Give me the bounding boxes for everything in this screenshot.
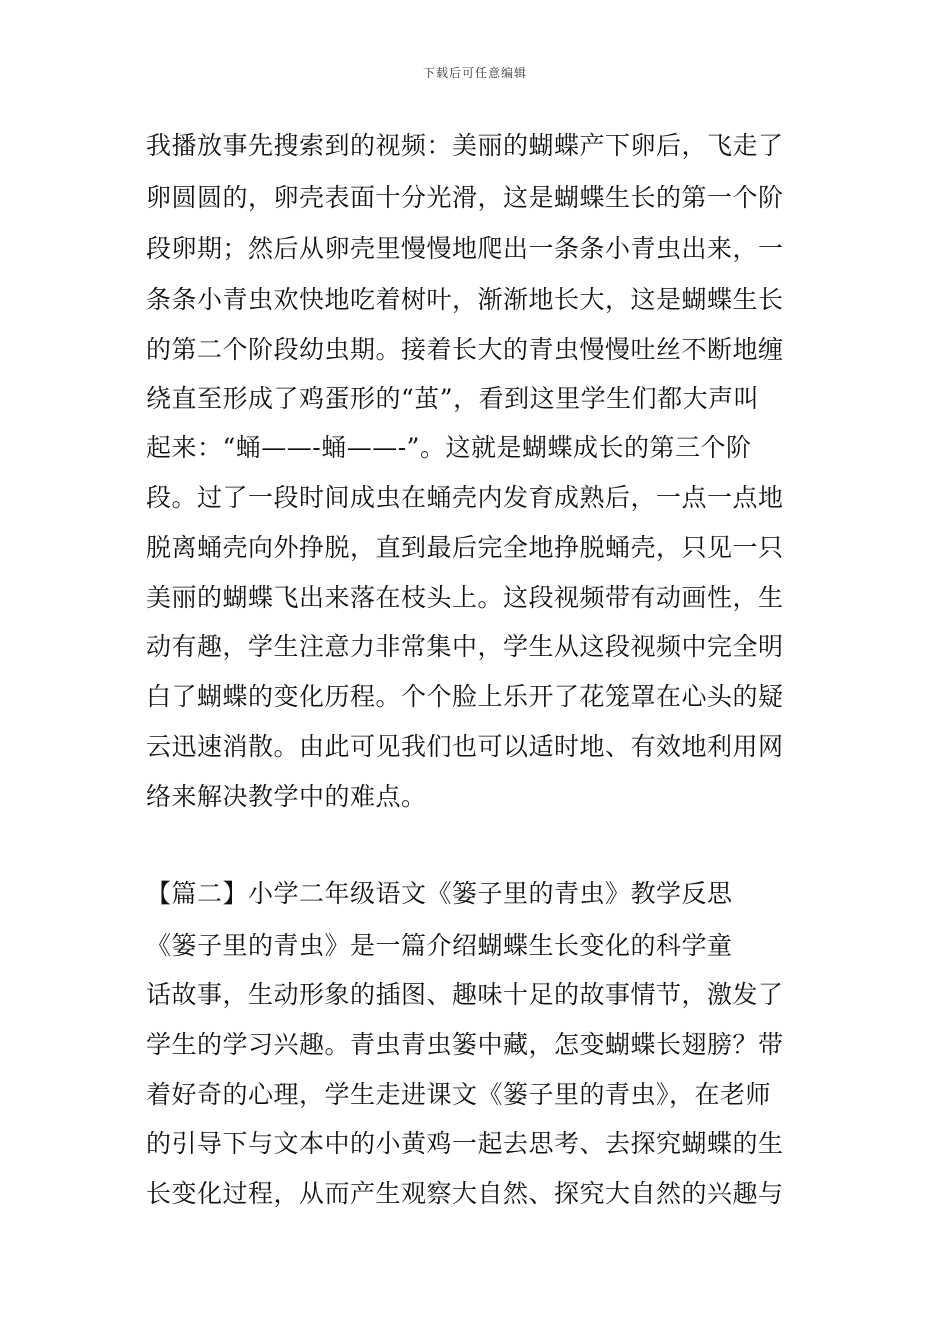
- body-text-line: 的第二个阶段幼虫期。接着长大的青虫慢慢吐丝不断地缠: [146, 335, 784, 364]
- body-text-line: 卵圆圆的，卵壳表面十分光滑，这是蝴蝶生长的第一个阶: [146, 183, 784, 212]
- body-text-line: 白了蝴蝶的变化历程。个个脸上乐开了花笼罩在心头的疑: [146, 682, 784, 711]
- body-text-line: 我播放事先搜索到的视频：美丽的蝴蝶产下卵后，飞走了: [146, 131, 784, 160]
- body-text-line: 话故事，生动形象的插图、趣味十足的故事情节，激发了: [146, 980, 784, 1009]
- body-text-line: 的引导下与文本中的小黄鸡一起去思考、去探究蝴蝶的生: [146, 1129, 784, 1158]
- body-text-line: 脱离蛹壳向外挣脱，直到最后完全地挣脱蛹壳，只见一只: [146, 533, 784, 562]
- body-text-line: 美丽的蝴蝶飞出来落在枝头上。这段视频带有动画性，生: [146, 583, 784, 612]
- body-text-line: 云迅速消散。由此可见我们也可以适时地、有效地利用网: [146, 732, 784, 761]
- body-text-line: 学生的学习兴趣。青虫青虫篓中藏，怎变蝴蝶长翅膀？带: [146, 1030, 784, 1059]
- body-text-line: 着好奇的心理，学生走进课文《篓子里的青虫》，在老师: [146, 1080, 772, 1109]
- body-text-line: 动有趣，学生注意力非常集中，学生从这段视频中完全明: [146, 632, 784, 661]
- body-text-line: 络来解决教学中的难点。: [146, 782, 427, 811]
- body-text-line: 《篓子里的青虫》是一篇介绍蝴蝶生长变化的科学童: [146, 931, 733, 960]
- body-text-line: 条条小青虫欢快地吃着树叶，渐渐地长大，这是蝴蝶生长: [146, 285, 784, 314]
- body-text-line: 段。过了一段时间成虫在蛹壳内发育成熟后，一点一点地: [146, 483, 784, 512]
- body-text-line: 长变化过程，从而产生观察大自然、探究大自然的兴趣与: [146, 1179, 784, 1208]
- body-text-line: 绕直至形成了鸡蛋形的“茧”，看到这里学生们都大声叫: [146, 384, 760, 413]
- page-header: 下载后可任意编辑: [422, 66, 527, 80]
- body-text-line: 段卵期；然后从卵壳里慢慢地爬出一条条小青虫出来，一: [146, 234, 784, 263]
- section-heading: 【篇二】小学二年级语文《篓子里的青虫》教学反思: [146, 879, 733, 908]
- body-text-line: 起来：“蛹——-蛹——-”。这就是蝴蝶成长的第三个阶: [146, 433, 752, 462]
